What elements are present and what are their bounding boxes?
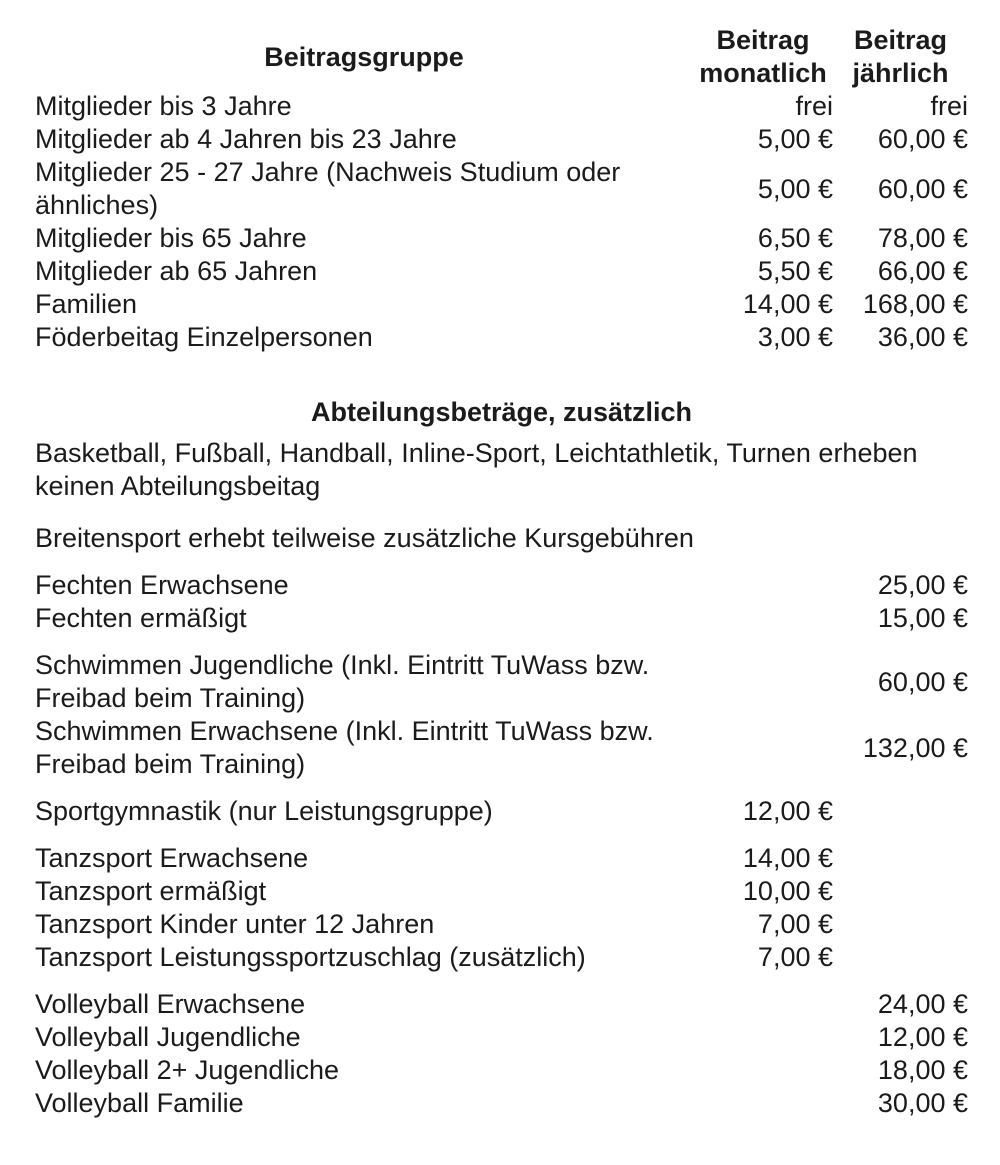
- row-monthly-value: 12,00 €: [742, 796, 833, 826]
- row-monthly-value: 5,00 €: [757, 124, 833, 154]
- row-label: Mitglieder bis 3 Jahre: [35, 91, 292, 121]
- section-heading: Abteilungsbeträge, zusätzlich: [310, 397, 693, 427]
- row-monthly-value: 5,00 €: [757, 173, 833, 204]
- row-yearly-value: 24,00 €: [877, 989, 968, 1019]
- column-header-yearly: Beitrag jährlich: [852, 25, 949, 88]
- table-row: [35, 255, 968, 288]
- row-label: Fechten ermäßigt: [35, 603, 247, 633]
- row-yearly-value: 78,00 €: [877, 223, 968, 253]
- row-monthly-value: 7,00 €: [757, 909, 833, 939]
- table-row: [35, 875, 968, 908]
- row-label: Volleyball Erwachsene: [35, 989, 306, 1019]
- table-row: [35, 222, 968, 255]
- row-label: Familien: [35, 289, 138, 319]
- row-label: Sportgymnastik (nur Leistungsgruppe): [35, 796, 493, 826]
- fee-group-sportgymnastik: [35, 795, 968, 828]
- fee-group-schwimmen: [35, 649, 968, 781]
- fee-group-volleyball: [35, 988, 968, 1120]
- row-monthly-value: 5,50 €: [757, 256, 833, 286]
- row-label: Tanzsport ermäßigt: [35, 876, 267, 906]
- row-monthly-value: 14,00 €: [742, 289, 833, 319]
- table-row: [35, 123, 968, 156]
- row-monthly-value: frei: [795, 91, 833, 121]
- row-label: Schwimmen Jugendliche (Inkl. Eintritt TuWass bzw. Freibad beim Training): [35, 650, 650, 713]
- table-row: [35, 1021, 968, 1054]
- table-row: [35, 602, 968, 635]
- table-row: [35, 908, 968, 941]
- row-monthly-value: 6,50 €: [757, 223, 833, 253]
- table-row: [35, 795, 968, 828]
- table-row: [35, 288, 968, 321]
- row-label: Volleyball Jugendliche: [35, 1022, 301, 1052]
- table-row: [35, 842, 968, 875]
- row-yearly-value: 36,00 €: [877, 322, 968, 352]
- row-yearly-value: 60,00 €: [877, 173, 968, 204]
- row-monthly-value: 7,00 €: [757, 942, 833, 972]
- table-row: [35, 90, 968, 123]
- row-label: Volleyball Familie: [35, 1088, 244, 1118]
- note-no-department-fee: Basketball, Fußball, Handball, Inline-Sport, Leichtathletik, Turnen erheben keinen Abteilungsbeitag: [35, 438, 918, 501]
- row-label: Tanzsport Erwachsene: [35, 843, 309, 873]
- table-row: [35, 156, 968, 222]
- row-monthly-value: 14,00 €: [742, 843, 833, 873]
- row-yearly-value: 60,00 €: [877, 124, 968, 154]
- row-label: Tanzsport Leistungssportzuschlag (zusätzlich): [35, 942, 586, 972]
- row-yearly-value: 25,00 €: [877, 570, 968, 600]
- row-yearly-value: frei: [930, 91, 968, 121]
- row-yearly-value: 66,00 €: [877, 256, 968, 286]
- row-yearly-value: 132,00 €: [862, 732, 968, 763]
- row-yearly-value: 168,00 €: [862, 289, 968, 319]
- fee-group-fechten: [35, 569, 968, 635]
- row-label: Mitglieder bis 65 Jahre: [35, 223, 307, 253]
- row-label: Schwimmen Erwachsene (Inkl. Eintritt TuWass bzw. Freibad beim Training): [35, 716, 654, 779]
- fee-group-tanzsport: [35, 842, 968, 974]
- table-row: [35, 988, 968, 1021]
- table-row: [35, 715, 968, 781]
- row-monthly-value: 3,00 €: [757, 322, 833, 352]
- row-label: Volleyball 2+ Jugendliche: [35, 1055, 339, 1085]
- table-row: [35, 941, 968, 974]
- row-monthly-value: 10,00 €: [742, 876, 833, 906]
- table-row: [35, 1087, 968, 1120]
- table-row: [35, 569, 968, 602]
- row-label: Mitglieder ab 4 Jahren bis 23 Jahre: [35, 124, 457, 154]
- row-label: Mitglieder ab 65 Jahren: [35, 256, 318, 286]
- fee-table: [35, 24, 968, 354]
- row-yearly-value: 15,00 €: [877, 603, 968, 633]
- row-label: Fechten Erwachsene: [35, 570, 289, 600]
- row-yearly-value: 18,00 €: [877, 1055, 968, 1085]
- row-yearly-value: 30,00 €: [877, 1088, 968, 1118]
- row-label: Föderbeitag Einzelpersonen: [35, 322, 373, 352]
- row-label: Tanzsport Kinder unter 12 Jahren: [35, 909, 435, 939]
- row-yearly-value: 60,00 €: [877, 666, 968, 697]
- column-header-group: Beitragsgruppe: [264, 41, 464, 72]
- table-row: [35, 321, 968, 354]
- column-header-monthly: Beitrag monatlich: [699, 25, 827, 88]
- table-row: [35, 649, 968, 715]
- row-label: Mitglieder 25 - 27 Jahre (Nachweis Studium oder ähnliches): [35, 157, 621, 220]
- note-breitensport: Breitensport erhebt teilweise zusätzliche Kursgebühren: [35, 523, 694, 553]
- table-row: [35, 1054, 968, 1087]
- row-yearly-value: 12,00 €: [877, 1022, 968, 1052]
- fee-table-header: [35, 24, 968, 90]
